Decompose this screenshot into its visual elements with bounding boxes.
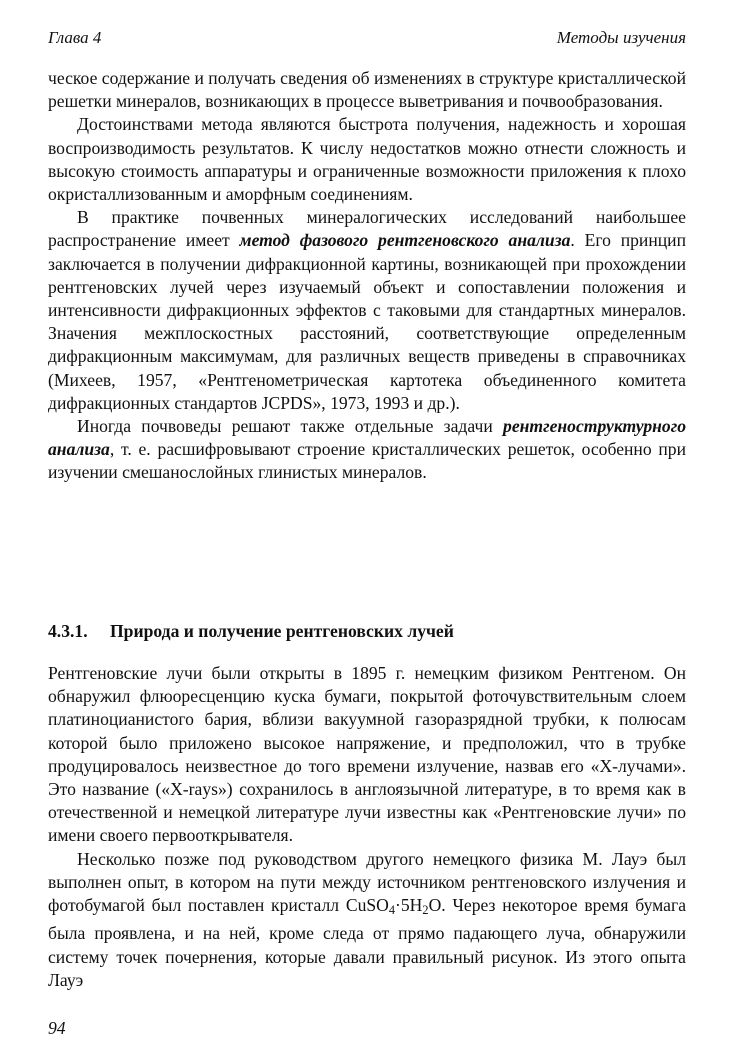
emphasis-term: рентгеноструктурного анализа (48, 416, 686, 460)
paragraph: ческое содержание и получать сведения об изменениях в структуре кристаллической решетки минералов, возникающих в процессе выветривания и почвообразования. (48, 68, 686, 112)
paragraph: В практике почвенных минералогических исследований наибольшее распространение имеет метод фазового рентгеновского анализа. Его принцип заключается в получении дифракционной картины, возникающей при прохождении рентгеновских лучей через изучаемый объект и сопоставлении положения и интенсивности дифракционных эффектов с таковыми для стандартных минералов. Значения межплоскостных расстояний, соответствующие определенным дифракционным максимумам, для различных веществ приведены в справочниках (Михеев, 1957, «Рентгенометрическая картотека объединенного комитета дифракционных стандартов JCPDS», 1973, 1993 и др.). (48, 207, 686, 413)
running-header (48, 28, 686, 52)
section-title: Природа и получение рентгеновских лучей (110, 621, 454, 641)
section-number: 4.3.1. (48, 621, 88, 641)
paragraph: Иногда почвоведы решают также отдельные задачи рентгеноструктурного анализа, т. е. расшифровывают строение кристаллических решеток, особенно при изучении смешанослойных глинистых минералов. (48, 416, 686, 483)
chapter-label: Глава 4 (48, 28, 102, 47)
chapter-title: Методы изучения (556, 28, 686, 47)
paragraph: Рентгеновские лучи были открыты в 1895 г. немецким физиком Рентгеном. Он обнаружил флюоресценцию куска бумаги, покрытой фоточувствительным слоем платиноцианистого бария, вблизи вакуумной газоразрядной трубки, к полюсам которой было приложено высокое напряжение, и предположил, что в трубке продуцировалось неизвестное до того времени излучение, назвав его «X-лучами». Это название («X-rays») сохранилось в англоязычной литературе, в то время как в отечественной и немецкой литературе лучи известны как «Рентгеновские лучи» по имени своего первооткрывателя. (48, 663, 686, 846)
section-heading (48, 620, 686, 643)
text-block-top (48, 67, 686, 485)
paragraph: Несколько позже под руководством другого немецкого физика М. Лауэ был выполнен опыт, в котором на пути между источником рентгеновского излучения и фотобумагой был поставлен кристалл $CuSO_4\cdot 5H_2O$. Через некоторое время бумага была проявлена, и на ней, кроме следа от прямо падающего луча, обнаружили систему точек почернения, которые давали правильный рисунок. Из этого опыта Лауэ (48, 848, 686, 990)
page-number: 94 (48, 1018, 66, 1038)
paragraph: Достоинствами метода являются быстрота получения, надежность и хорошая воспроизводимость результатов. К числу недостатков можно отнести сложность и высокую стоимость аппаратуры и ограниченные возможности приложения к плохо окристаллизованным и аморфным соединениям. (48, 114, 686, 205)
emphasis-term: метод фазового рентгеновского анализа (239, 230, 571, 251)
text-block-bottom (48, 662, 686, 992)
